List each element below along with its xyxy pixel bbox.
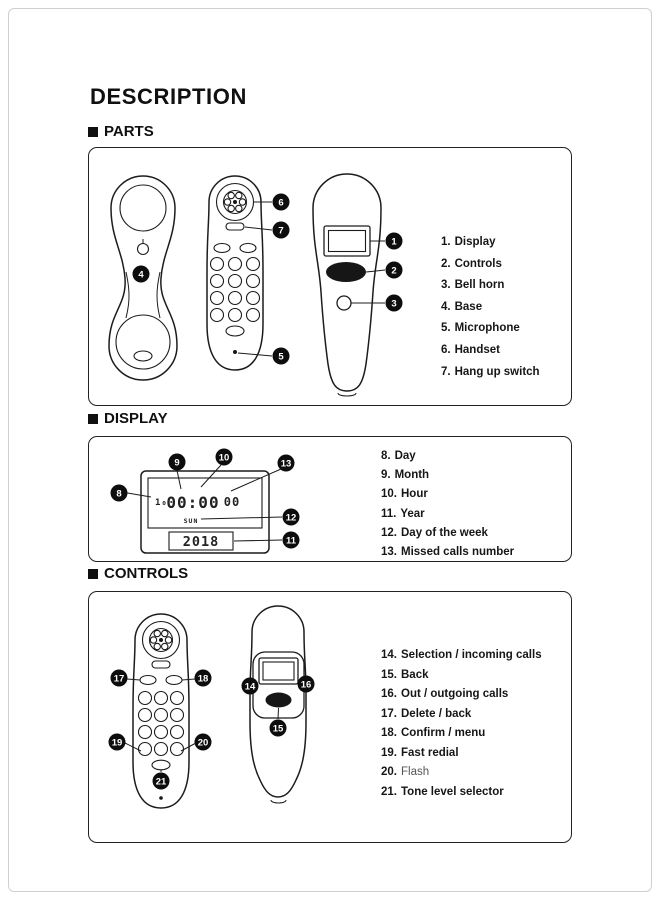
section-header-parts [88,123,154,140]
parts-legend [441,232,540,383]
legend-item [441,362,540,384]
base-diagram [109,176,177,380]
svg-text:1: 1 [391,236,397,248]
lcd-missed-calls-value: 00 [223,495,241,509]
legend-number: 12. [381,526,397,539]
legend-label: Year [400,507,425,520]
svg-text:4: 4 [138,269,144,281]
lcd-day-value: 1₀ [155,498,168,508]
legend-label: Hang up switch [454,365,540,378]
callout-badge-15 [270,720,287,737]
legend-number: 4. [441,300,451,313]
section-header-display [88,410,168,427]
legend-item [381,685,542,705]
legend-number: 21. [381,785,397,798]
legend-number: 19. [381,746,397,759]
controls-legend [381,646,542,802]
legend-number: 9. [381,469,391,482]
callout-badge-3 [386,295,403,312]
display-legend [381,447,514,562]
callout-badge-17 [111,670,128,687]
handset-front-diagram [207,176,290,370]
legend-item [381,505,514,524]
parts-diagram [95,160,407,393]
legend-item [381,724,542,744]
lcd-diagram [101,445,306,557]
legend-item [441,232,540,254]
legend-label: Base [454,300,483,313]
legend-label: Bell horn [454,279,505,292]
svg-text:20: 20 [197,737,209,749]
lcd-year-value: 2018 [182,534,220,550]
legend-number: 18. [381,727,397,739]
legend-item [381,666,542,686]
legend-label: Day of the week [401,526,488,539]
legend-label: Missed calls number [401,546,515,559]
legend-label: Display [454,236,496,248]
callout-badge-8 [111,485,128,502]
legend-label: Flash [401,766,430,778]
legend-label: Back [401,668,429,681]
svg-text:5: 5 [278,351,284,363]
parts-box [88,147,572,406]
legend-number: 7. [441,365,451,378]
legend-number: 14. [381,649,397,661]
legend-item [381,705,542,725]
page-title: DESCRIPTION [90,84,247,109]
svg-text:2: 2 [391,265,397,277]
legend-item [441,340,540,362]
callout-badge-11 [283,532,300,549]
section-header-controls [88,565,188,582]
legend-item [381,466,514,485]
square-bullet-icon [88,569,98,579]
callout-badge-10 [216,449,233,466]
display-box [88,436,572,562]
callout-badge-9 [169,454,186,471]
legend-number: 5. [441,322,451,335]
lcd-time-value: 00:00 [166,493,220,512]
callout-badge-5 [273,348,290,365]
callout-badge-2 [386,262,403,279]
legend-number: 15. [381,668,397,681]
svg-text:19: 19 [111,737,123,749]
legend-item [381,524,514,543]
callout-badge-6 [273,194,290,211]
handset-keypad-diagram [109,614,212,808]
legend-label: Tone level selector [401,785,504,798]
section-title-parts: PARTS [104,123,154,140]
svg-text:6: 6 [278,197,284,209]
callout-badge-18 [195,670,212,687]
legend-item [381,646,542,666]
section-title-controls: CONTROLS [104,565,189,582]
legend-label: Microphone [454,322,520,335]
legend-label: Controls [454,257,502,270]
legend-label: Handset [454,343,500,356]
svg-text:10: 10 [218,452,230,464]
legend-label: Fast redial [401,746,459,759]
section-title-display: DISPLAY [104,410,168,427]
callout-badge-20 [195,734,212,751]
legend-item [381,485,514,504]
callout-badge-13 [278,455,295,472]
controls-diagram [103,600,323,815]
svg-text:21: 21 [155,776,167,788]
callout-badge-12 [283,509,300,526]
callout-badge-1 [386,233,403,250]
svg-text:11: 11 [285,535,297,547]
base-controls-diagram [242,606,315,803]
callout-badge-21 [153,773,170,790]
legend-number: 8. [381,450,391,462]
svg-text:8: 8 [116,488,122,500]
legend-label: Day [394,450,416,462]
legend-number: 17. [381,707,397,720]
legend-item [381,783,542,803]
legend-item [441,275,540,297]
square-bullet-icon [88,414,98,424]
legend-number: 13. [381,546,397,559]
legend-number: 11. [381,507,397,520]
legend-label: Selection / incoming calls [401,649,542,661]
controls-box [88,591,572,843]
legend-item [441,297,540,319]
legend-number: 10. [381,488,397,501]
svg-text:7: 7 [278,225,284,237]
legend-number: 2. [441,257,451,270]
legend-item [381,447,514,466]
legend-number: 3. [441,279,451,292]
legend-number: 20. [381,766,397,778]
legend-number: 1. [441,236,451,248]
legend-item [381,763,542,783]
legend-item [441,318,540,340]
lcd-weekday-value: SUN [183,517,199,525]
legend-number: 16. [381,688,397,700]
svg-text:14: 14 [244,681,256,693]
legend-label: Delete / back [401,707,472,720]
svg-text:13: 13 [280,458,292,470]
callout-badge-14 [242,678,259,695]
handset-back-diagram [313,174,403,396]
legend-label: Confirm / menu [401,727,486,739]
callout-badge-4 [133,266,150,283]
callout-badge-7 [273,222,290,239]
svg-text:16: 16 [300,679,312,691]
callout-badge-19 [109,734,126,751]
svg-text:17: 17 [113,673,125,685]
square-bullet-icon [88,127,98,137]
svg-text:15: 15 [272,723,284,735]
legend-number: 6. [441,343,451,356]
legend-label: Out / outgoing calls [401,688,509,700]
legend-item [441,254,540,276]
legend-label: Month [394,469,430,482]
callout-badge-16 [298,676,315,693]
svg-text:3: 3 [391,298,397,310]
svg-text:12: 12 [285,512,297,524]
svg-text:9: 9 [174,457,180,469]
legend-item [381,543,514,562]
svg-text:18: 18 [197,673,209,685]
legend-label: Hour [401,488,428,501]
legend-item [381,744,542,764]
